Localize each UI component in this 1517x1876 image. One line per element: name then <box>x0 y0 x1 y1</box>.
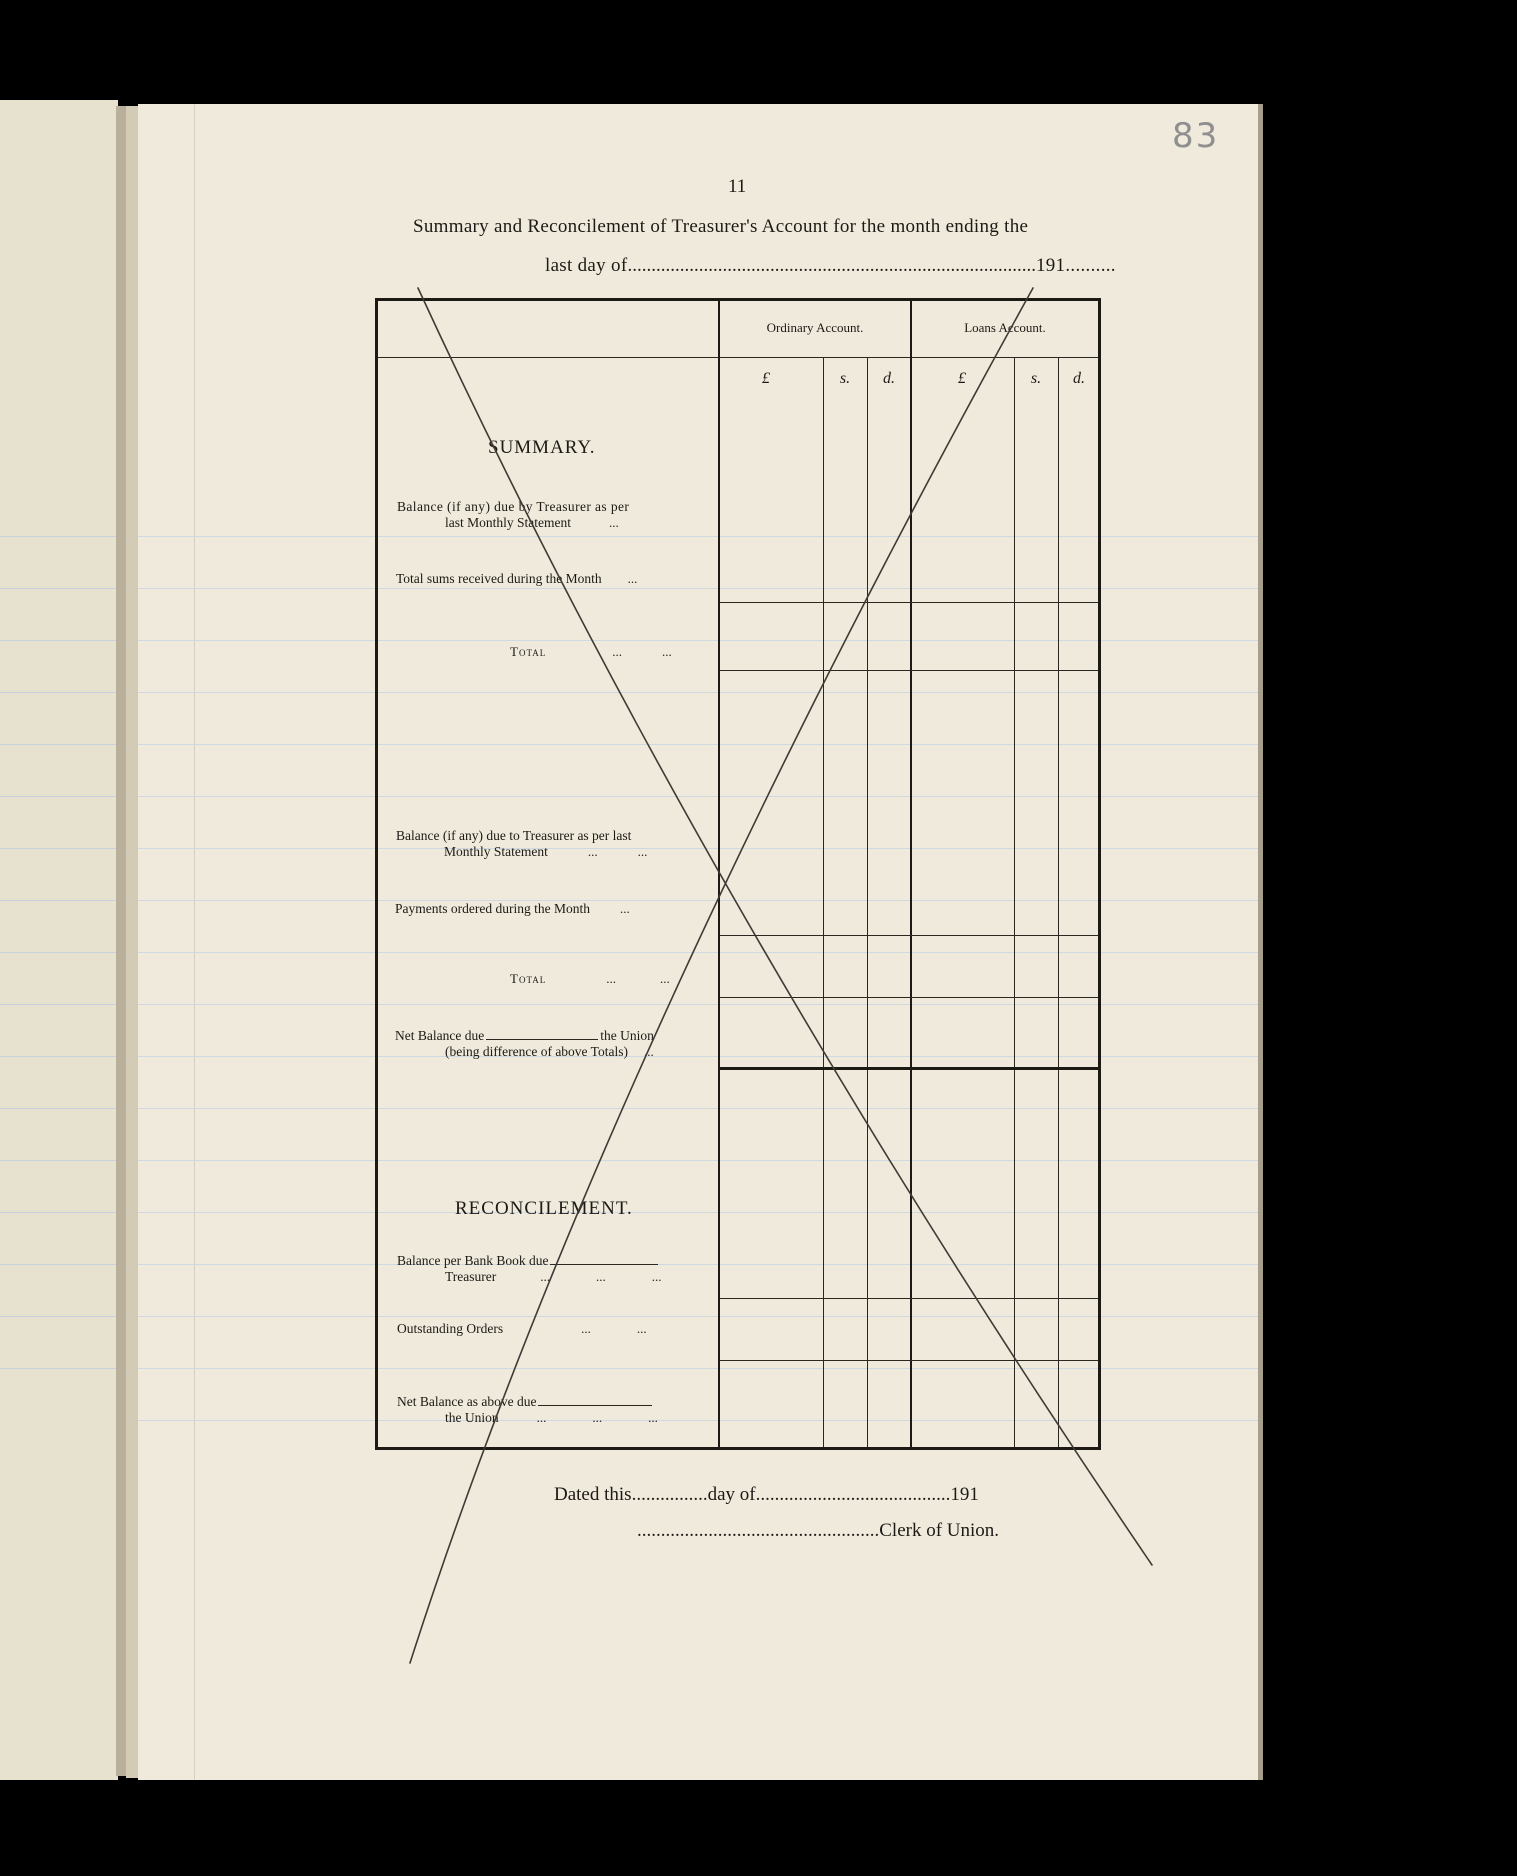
total-received-label: Total sums received during the Month ... <box>396 571 638 586</box>
payments-ordered-label: Payments ordered during the Month ... <box>395 901 630 916</box>
balance-to-treasurer-label: Balance (if any) due to Treasurer as per last Monthly Statement ... ... <box>396 828 648 859</box>
reconcilement-heading: RECONCILEMENT. <box>455 1198 633 1219</box>
shillings-ordinary-header: s. <box>839 370 851 387</box>
ordinary-account-header: Ordinary Account. <box>766 320 864 335</box>
total-label-1: Total ... ... <box>510 644 672 659</box>
clerk-signature-line: ...................................................Clerk of Union. <box>637 1520 1000 1541</box>
balance-by-treasurer-label: Balance (if any) due by Treasurer as per last Monthly Statement ... <box>397 499 630 530</box>
form-title-line2: last day of......................................................................................191.......... <box>545 255 1116 276</box>
summary-heading: SUMMARY. <box>488 437 596 458</box>
pence-ordinary-header: d. <box>883 370 895 387</box>
outstanding-orders-label: Outstanding Orders ... ... <box>397 1321 647 1336</box>
page-number: 11 <box>728 176 747 197</box>
net-balance-reconcile-label: Net Balance as above due the Union ... ... ... <box>397 1394 658 1425</box>
pounds-loans-header: £ <box>958 370 966 387</box>
shillings-loans-header: s. <box>1030 370 1042 387</box>
pence-loans-header: d. <box>1073 370 1085 387</box>
pounds-ordinary-header: £ <box>762 370 770 387</box>
bank-book-label: Balance per Bank Book due Treasurer ... ... ... <box>397 1253 662 1284</box>
total-label-2: Total ... ... <box>510 971 670 986</box>
folio-stamp: 83 <box>1172 116 1220 156</box>
form-title: Summary and Reconcilement of Treasurer's Account for the month ending the <box>413 216 1029 237</box>
net-balance-label: Net Balance due the Union (being difference of above Totals) ... <box>395 1028 654 1059</box>
loans-account-header: Loans Account. <box>964 320 1046 335</box>
dated-line: Dated this................day of.........................................191 <box>554 1484 979 1505</box>
